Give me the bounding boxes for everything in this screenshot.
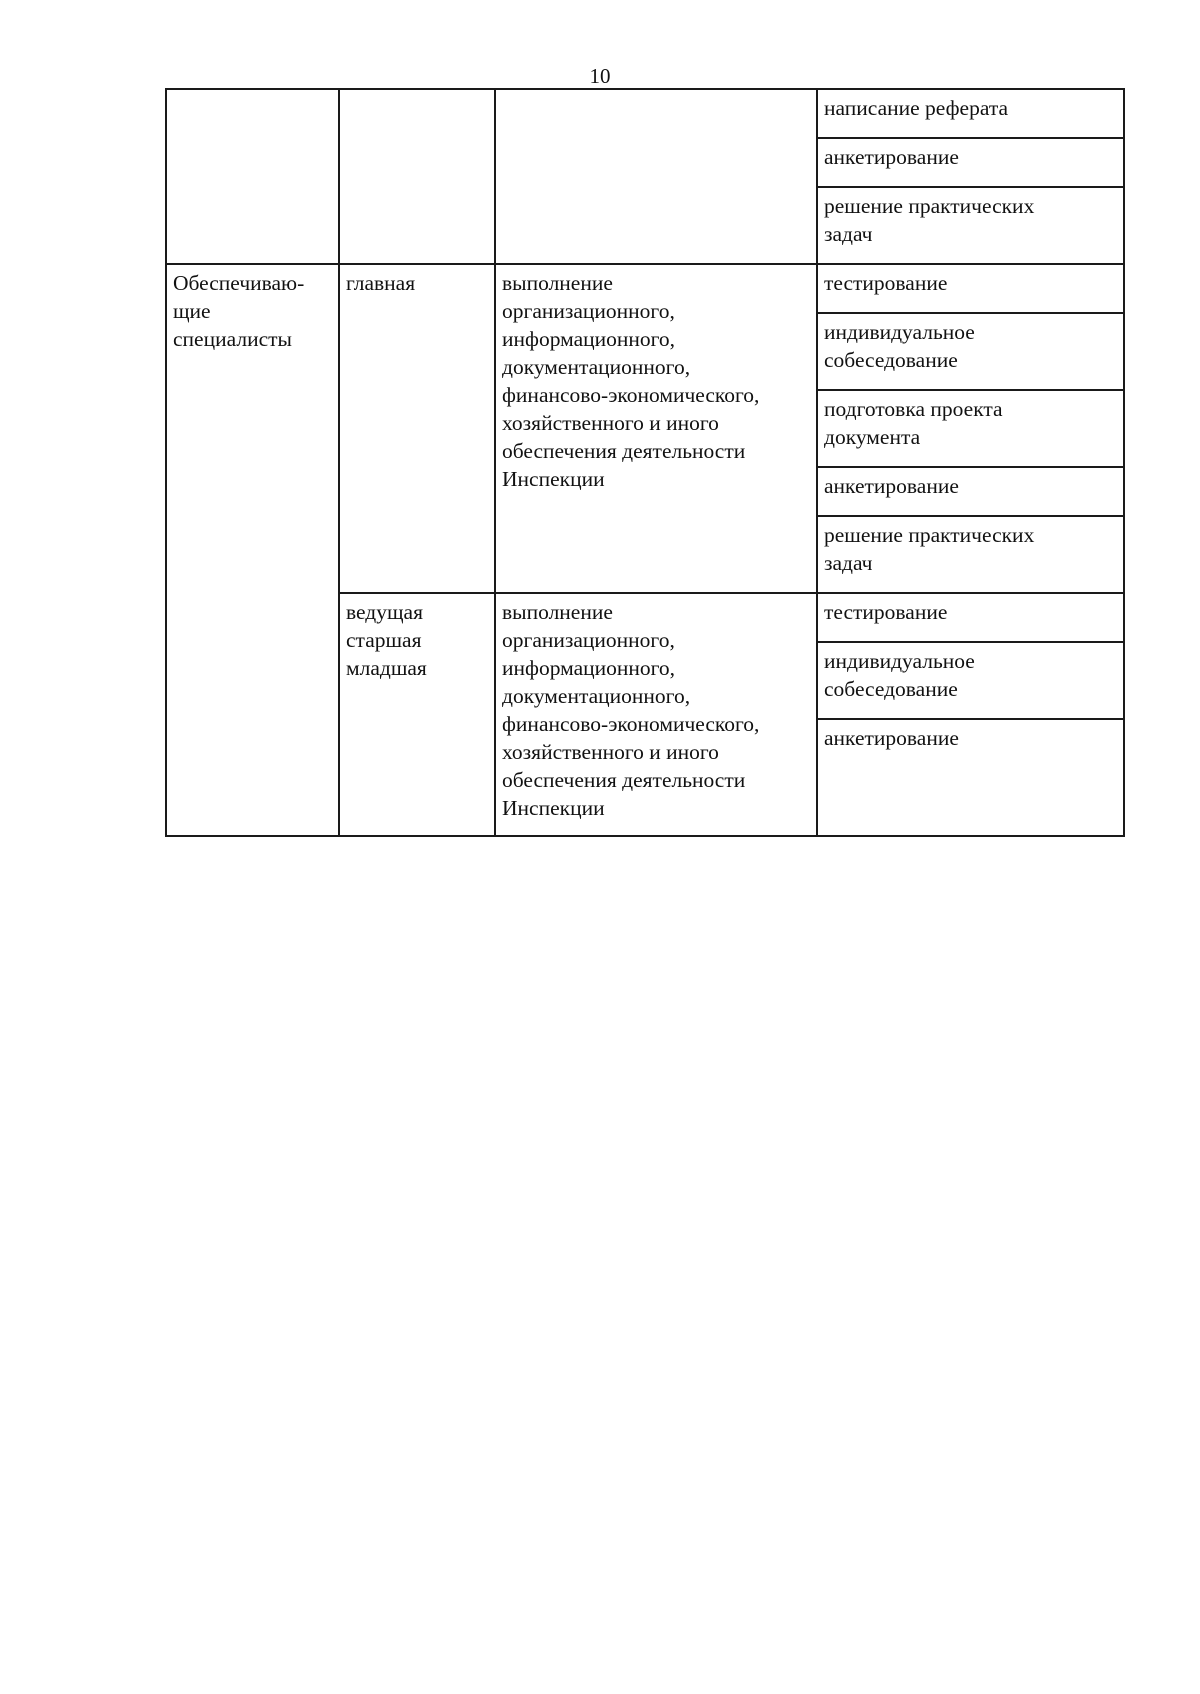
category-text: Обеспечиваю- щие специалисты [173,271,305,351]
category-cell [166,264,339,836]
assessment-methods-table [165,88,1125,837]
method-text: решение практических задач [824,523,1035,575]
method-cell [817,719,1124,836]
method-cell [817,516,1124,593]
page-number: 10 [589,64,611,88]
method-cell [817,264,1124,313]
group-cell [339,89,495,264]
method-text: анкетирование [824,474,959,498]
function-text: выполнение организационного, информационного, документационного, финансово-экономического, хозяйственного и иного обеспечения деятельности Инспекции [502,271,760,491]
method-cell [817,313,1124,390]
method-text: написание реферата [824,96,1009,120]
method-cell [817,187,1124,264]
method-cell [817,138,1124,187]
group-text: ведущая старшая младшая [346,600,427,680]
method-text: тестирование [824,271,948,295]
function-cell [495,89,817,264]
method-cell [817,642,1124,719]
group-cell [339,264,495,593]
function-cell [495,593,817,836]
method-text: индивидуальное собеседование [824,649,975,701]
category-cell [166,89,339,264]
group-text: главная [346,271,416,295]
method-text: тестирование [824,600,948,624]
table-row [166,89,1124,138]
group-cell [339,593,495,836]
function-text: выполнение организационного, информационного, документационного, финансово-экономического, хозяйственного и иного обеспечения деятельности Инспекции [502,600,760,820]
method-text: анкетирование [824,726,959,750]
method-cell [817,89,1124,138]
table-row [166,264,1124,313]
method-text: анкетирование [824,145,959,169]
method-cell [817,390,1124,467]
method-text: решение практических задач [824,194,1035,246]
function-cell [495,264,817,593]
method-text: подготовка проекта документа [824,397,1003,449]
method-text: индивидуальное собеседование [824,320,975,372]
method-cell [817,593,1124,642]
method-cell [817,467,1124,516]
